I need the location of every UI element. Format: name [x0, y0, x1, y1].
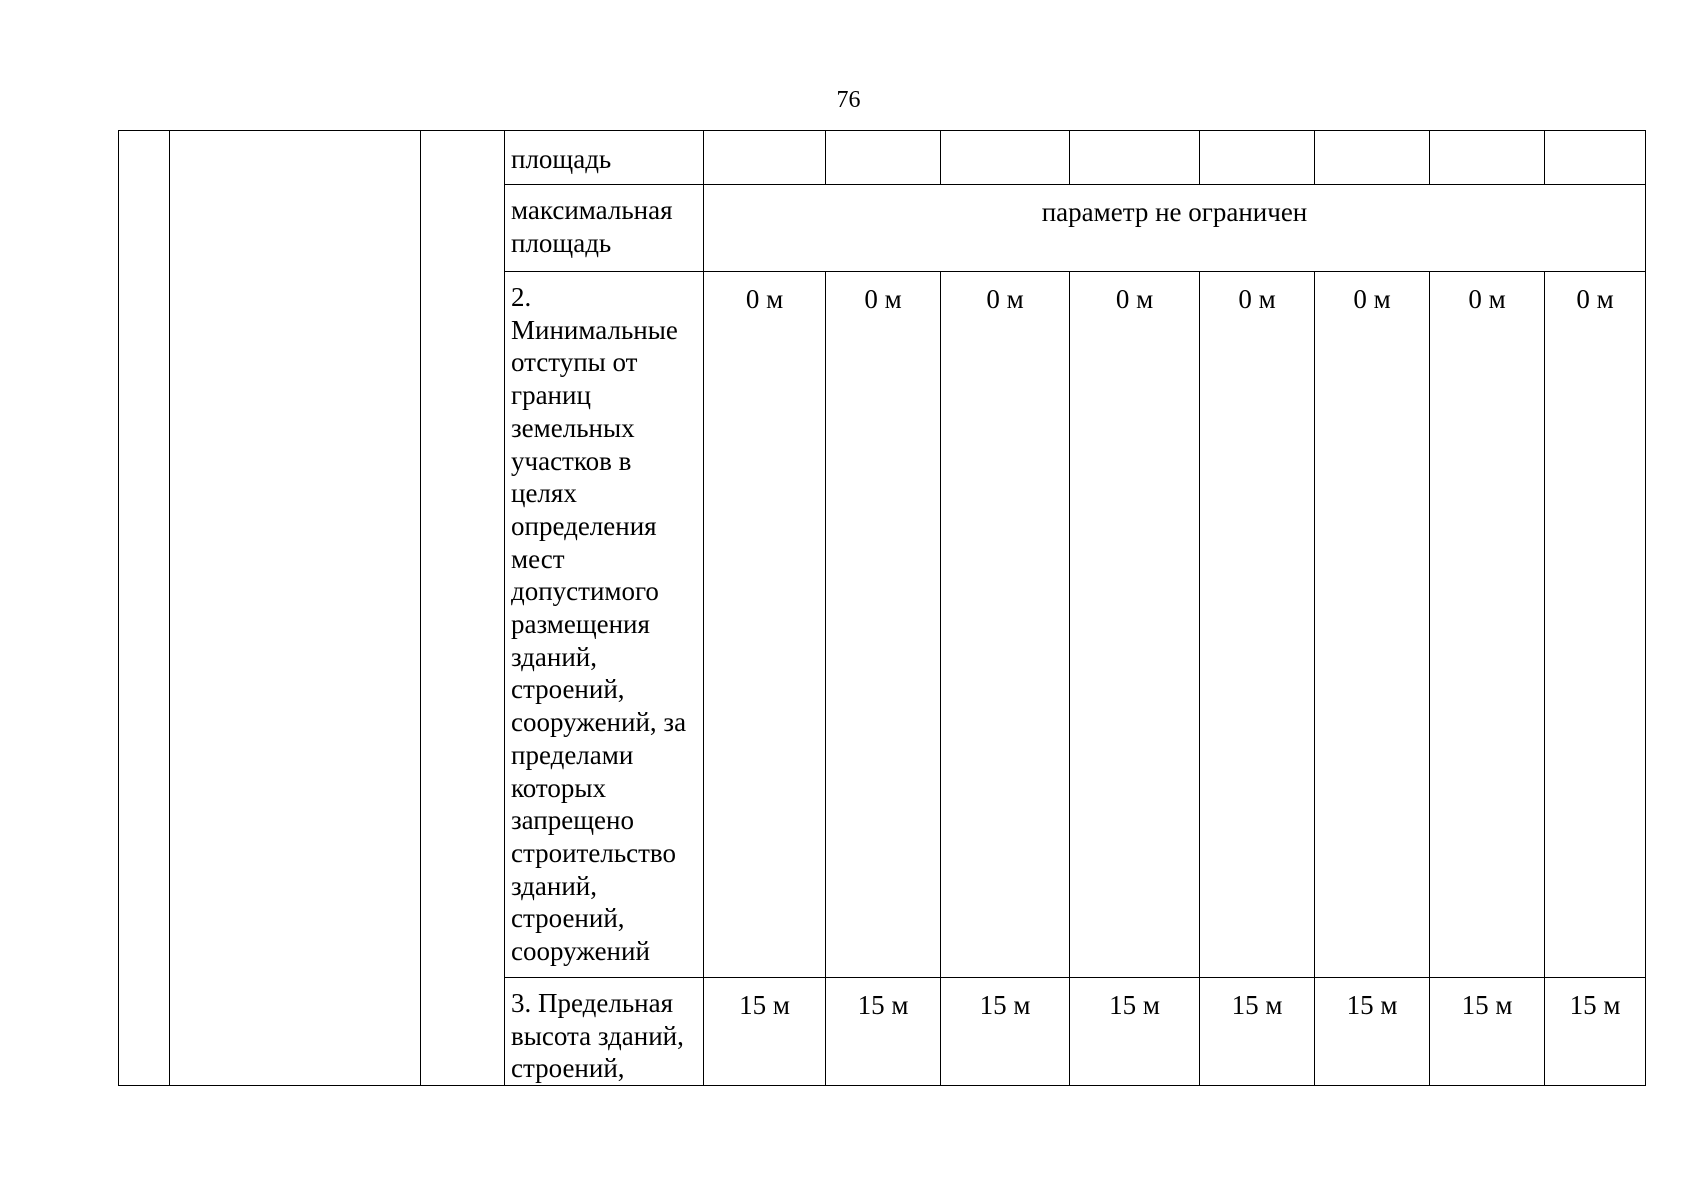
value-cell: 15 м	[941, 978, 1070, 1086]
regulations-table	[118, 130, 1646, 1086]
value-cell	[1200, 131, 1315, 185]
value-cell	[1070, 131, 1200, 185]
value-cell: 15 м	[826, 978, 941, 1086]
parameter-cell: 3. Предельная высота зданий, строений,	[505, 978, 704, 1086]
value-cell: 0 м	[1430, 272, 1545, 978]
value-cell: 15 м	[704, 978, 826, 1086]
value-cell: 15 м	[1200, 978, 1315, 1086]
value-cell	[1430, 131, 1545, 185]
value-cell: 0 м	[1070, 272, 1200, 978]
value-cell	[704, 131, 826, 185]
value-cell: 0 м	[941, 272, 1070, 978]
page-number: 76	[836, 87, 861, 113]
value-cell	[1315, 131, 1430, 185]
merged-value-cell: параметр не ограничен	[704, 185, 1646, 272]
number-cell	[119, 131, 170, 1086]
value-cell	[826, 131, 941, 185]
table-row	[119, 131, 1646, 185]
value-cell: 15 м	[1545, 978, 1646, 1086]
value-cell: 0 м	[704, 272, 826, 978]
value-cell: 0 м	[826, 272, 941, 978]
value-cell: 0 м	[1545, 272, 1646, 978]
value-cell: 0 м	[1315, 272, 1430, 978]
parameter-cell: 2. Минимальные отступы от границ земельных участков в целях определения мест допустимого размещения зданий, строений, сооружений, за пределами которых запрещено строительство зданий, строений, сооружений	[505, 272, 704, 978]
parameter-cell: максимальная площадь	[505, 185, 704, 272]
value-cell: 15 м	[1315, 978, 1430, 1086]
value-cell: 0 м	[1200, 272, 1315, 978]
zone-name-cell	[170, 131, 421, 1086]
value-cell: 15 м	[1430, 978, 1545, 1086]
value-cell	[1545, 131, 1646, 185]
value-cell	[941, 131, 1070, 185]
value-cell: 15 м	[1070, 978, 1200, 1086]
code-cell	[421, 131, 505, 1086]
parameter-cell: площадь	[505, 131, 704, 185]
